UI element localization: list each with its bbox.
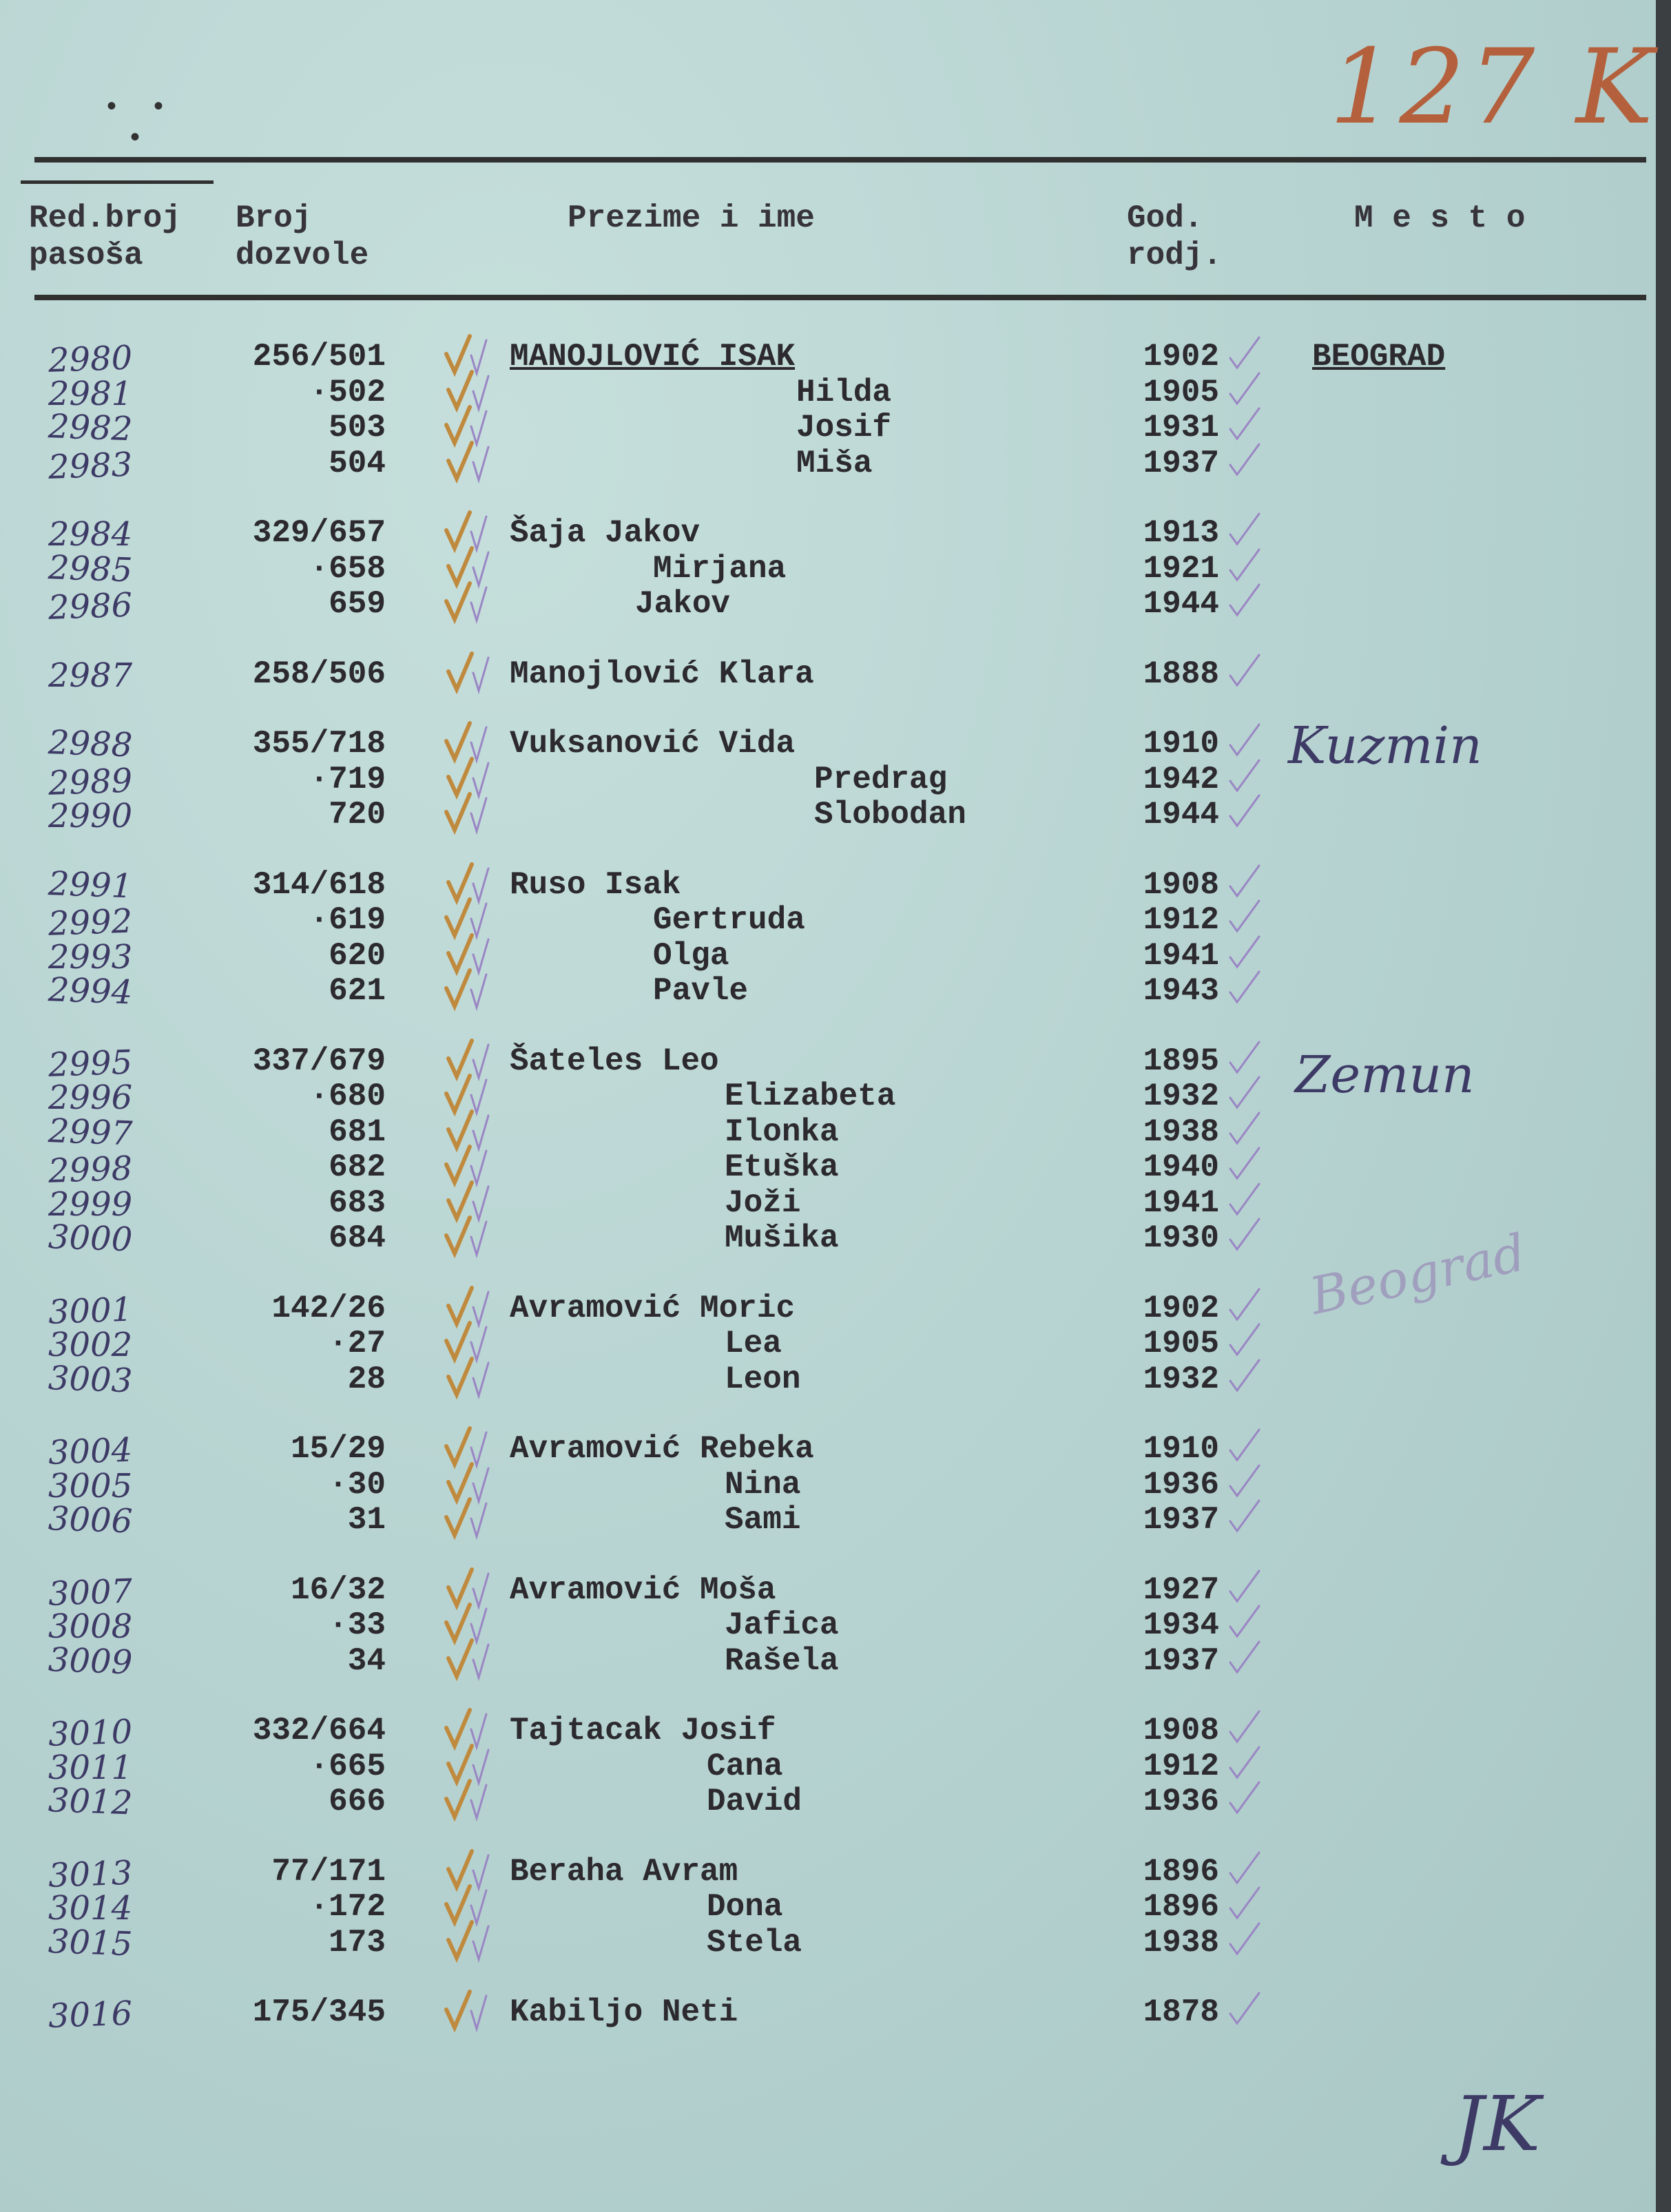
table-row xyxy=(0,1607,1653,1646)
passport-number: 3000 xyxy=(48,1218,134,1260)
person-name: Nina xyxy=(725,1466,801,1503)
permit-number: 332/664 xyxy=(252,1713,386,1749)
birth-year: 1934 xyxy=(1143,1607,1219,1643)
passport-number: 3006 xyxy=(48,1499,134,1541)
passport-number: 2987 xyxy=(48,656,133,695)
header-name: Prezime i ime xyxy=(568,200,815,236)
birth-year: 1921 xyxy=(1143,550,1219,587)
birth-year: 1937 xyxy=(1143,445,1219,481)
table-row xyxy=(0,970,1653,1012)
table-row xyxy=(0,585,1653,627)
table-row xyxy=(0,1853,1653,1895)
birth-year: 1913 xyxy=(1143,515,1219,551)
year-tick-icon xyxy=(1226,1917,1267,1961)
person-name: David xyxy=(707,1784,802,1819)
permit-number: ·502 xyxy=(309,374,386,410)
passport-number: 2982 xyxy=(48,407,134,449)
table-row xyxy=(0,901,1653,943)
permit-number: 355/718 xyxy=(252,726,386,762)
header-passport-no: Red.broj pasoša xyxy=(29,200,181,273)
passport-number: 3015 xyxy=(48,1921,134,1963)
birth-year: 1944 xyxy=(1143,797,1219,833)
birth-year: 1931 xyxy=(1143,410,1219,446)
header-permit-no: Broj dozvole xyxy=(236,200,369,273)
table-row xyxy=(0,547,1653,589)
header-bottom-rule xyxy=(34,295,1646,300)
year-tick-icon xyxy=(1226,578,1267,623)
person-name: Stela xyxy=(707,1924,802,1961)
year-tick-icon xyxy=(1226,789,1267,833)
person-name: Etuška xyxy=(725,1149,839,1185)
header-place: M e s t o xyxy=(1354,200,1526,236)
passport-number: 2999 xyxy=(48,1185,133,1224)
passport-number: 2986 xyxy=(48,585,134,627)
birth-year: 1896 xyxy=(1143,1853,1219,1890)
birth-year: 1927 xyxy=(1143,1572,1219,1608)
year-tick-icon xyxy=(1226,1212,1267,1257)
check-mark-icon xyxy=(441,1638,523,1685)
person-name: Dona xyxy=(707,1889,783,1925)
passport-number: 2998 xyxy=(48,1149,134,1191)
passport-number: 3009 xyxy=(48,1640,134,1682)
passport-number: 3016 xyxy=(48,1994,134,2036)
birth-year: 1943 xyxy=(1143,973,1219,1009)
birth-year: 1902 xyxy=(1143,1290,1219,1326)
permit-number: 28 xyxy=(347,1361,386,1397)
permit-number: 683 xyxy=(329,1185,386,1221)
person-name: Avramović Rebeka xyxy=(510,1431,814,1467)
person-name: Avramović Moša xyxy=(510,1572,776,1608)
passport-number: 3010 xyxy=(48,1712,134,1754)
check-mark-icon xyxy=(441,791,523,839)
check-mark-icon xyxy=(441,1356,523,1404)
person-name: Manojlović Klara xyxy=(510,656,814,692)
year-tick-icon xyxy=(1226,437,1267,482)
passport-number: 3002 xyxy=(48,1326,133,1364)
table-row xyxy=(0,445,1653,487)
permit-number: 329/657 xyxy=(252,515,386,551)
birth-year: 1936 xyxy=(1143,1466,1219,1503)
check-mark-icon xyxy=(441,581,523,628)
person-name: Jafica xyxy=(725,1607,839,1643)
person-name: Ilonka xyxy=(725,1114,839,1150)
permit-number: 173 xyxy=(329,1924,386,1961)
passport-number: 3011 xyxy=(48,1748,133,1787)
person-name: Josif xyxy=(796,410,892,446)
passport-number: 3008 xyxy=(48,1607,133,1646)
permit-number: 142/26 xyxy=(271,1290,386,1326)
permit-number: 256/501 xyxy=(252,339,386,375)
top-marks: • • • xyxy=(103,93,174,155)
year-tick-icon xyxy=(1226,1494,1267,1538)
person-name: Pavle xyxy=(653,973,749,1009)
birth-year: 1937 xyxy=(1143,1642,1219,1679)
permit-number: 337/679 xyxy=(252,1043,386,1079)
permit-number: ·719 xyxy=(309,761,386,797)
passport-number: 2981 xyxy=(48,374,133,413)
birth-year: 1936 xyxy=(1143,1784,1219,1819)
year-tick-icon xyxy=(1226,1775,1267,1820)
check-mark-icon xyxy=(441,1778,523,1826)
birth-year: 1910 xyxy=(1143,1431,1219,1467)
passport-number: 3014 xyxy=(48,1889,133,1928)
table-row xyxy=(0,1499,1653,1541)
person-name: Kabiljo Neti xyxy=(510,1994,738,2030)
permit-number: 720 xyxy=(329,797,386,833)
birth-year: 1938 xyxy=(1143,1924,1219,1961)
table-row xyxy=(0,1994,1653,2036)
initials-signature: JK xyxy=(1453,2080,1541,2168)
birth-year: 1938 xyxy=(1143,1114,1219,1150)
permit-number: ·172 xyxy=(309,1889,386,1925)
place-annotation-kuzmin: Kuzmin xyxy=(1288,716,1482,775)
permit-number: 77/171 xyxy=(271,1853,386,1890)
birth-year: 1937 xyxy=(1143,1502,1219,1538)
passport-number: 2983 xyxy=(48,445,134,487)
table-row xyxy=(0,1149,1653,1191)
birth-year: 1930 xyxy=(1143,1220,1219,1256)
permit-number: 503 xyxy=(329,410,386,446)
table-row xyxy=(0,1467,1653,1503)
check-mark-icon xyxy=(441,440,523,488)
person-name: Predrag xyxy=(814,761,948,797)
table-row xyxy=(0,515,1653,554)
passport-number: 2994 xyxy=(48,970,134,1012)
permit-number: ·680 xyxy=(309,1078,386,1114)
table-row xyxy=(0,1712,1653,1754)
table-row xyxy=(0,1640,1653,1682)
passport-number: 3005 xyxy=(48,1466,133,1505)
birth-year: 1941 xyxy=(1143,1185,1219,1221)
person-name: Tajtacak Josif xyxy=(510,1713,776,1749)
birth-year: 1895 xyxy=(1143,1043,1219,1079)
table-row xyxy=(0,1921,1653,1963)
person-name: Rašela xyxy=(725,1642,839,1679)
permit-number: 175/345 xyxy=(252,1994,386,2030)
permit-number: 666 xyxy=(329,1784,386,1819)
header-birth-year: God. rodj. xyxy=(1127,200,1223,273)
person-name: Lea xyxy=(725,1326,782,1361)
year-tick-icon xyxy=(1226,1353,1267,1398)
table-row xyxy=(0,656,1653,695)
birth-year: 1905 xyxy=(1143,374,1219,410)
passport-number: 2988 xyxy=(48,723,134,765)
table-row xyxy=(0,1430,1653,1472)
permit-number: ·33 xyxy=(329,1607,386,1643)
permit-number: ·665 xyxy=(309,1748,386,1784)
table-row xyxy=(0,338,1653,380)
birth-year: 1908 xyxy=(1143,866,1219,903)
birth-year: 1941 xyxy=(1143,937,1219,974)
table-row xyxy=(0,1572,1653,1614)
passport-number: 2996 xyxy=(48,1078,133,1117)
person-name: Miša xyxy=(796,445,873,481)
table-row xyxy=(0,1111,1653,1153)
table-row xyxy=(0,1748,1653,1787)
person-name: Vuksanović Vida xyxy=(510,726,796,762)
person-name: Elizabeta xyxy=(725,1078,896,1114)
person-name: Sami xyxy=(725,1502,801,1538)
passport-number: 2992 xyxy=(48,901,134,943)
table-row xyxy=(0,1326,1653,1364)
permit-number: 621 xyxy=(329,973,386,1009)
birth-year: 1942 xyxy=(1143,761,1219,797)
passport-number: 3012 xyxy=(48,1781,134,1823)
birth-year: 1896 xyxy=(1143,1889,1219,1925)
year-tick-icon xyxy=(1226,1986,1267,2031)
check-mark-icon xyxy=(441,1496,523,1544)
birth-year: 1878 xyxy=(1143,1994,1219,2030)
birth-year: 1944 xyxy=(1143,586,1219,622)
person-name: Avramović Moric xyxy=(510,1290,796,1326)
table-row xyxy=(0,797,1653,833)
permit-number: 258/506 xyxy=(252,656,386,692)
permit-number: 34 xyxy=(347,1642,386,1679)
birth-year: 1910 xyxy=(1143,726,1219,762)
permit-number: 504 xyxy=(329,445,386,481)
passport-number: 3004 xyxy=(48,1430,134,1472)
year-tick-icon xyxy=(1226,648,1267,693)
person-name: Slobodan xyxy=(814,797,966,833)
permit-number: ·30 xyxy=(329,1466,386,1503)
permit-number: 31 xyxy=(347,1502,386,1538)
person-name: Gertruda xyxy=(653,902,805,938)
birth-year: 1912 xyxy=(1143,902,1219,938)
table-row xyxy=(0,407,1653,449)
page-number-annotation: 127 K xyxy=(1329,28,1658,147)
check-mark-icon xyxy=(441,968,523,1015)
permit-number: 684 xyxy=(329,1220,386,1256)
person-name: Leon xyxy=(725,1361,801,1397)
place-annotation-zemun: Zemun xyxy=(1295,1045,1475,1105)
person-name: Jakov xyxy=(635,586,731,622)
person-name: Mirjana xyxy=(653,550,787,587)
birth-year: 1905 xyxy=(1143,1326,1219,1361)
passport-number: 2990 xyxy=(48,797,133,835)
check-mark-icon xyxy=(441,1215,523,1262)
permit-number: 681 xyxy=(329,1114,386,1150)
table-row xyxy=(0,864,1653,906)
passport-number: 2995 xyxy=(48,1043,134,1085)
permit-number: ·658 xyxy=(309,550,386,587)
person-name: Olga xyxy=(653,937,729,974)
person-name: Šateles Leo xyxy=(510,1043,719,1079)
passport-number: 2997 xyxy=(48,1111,134,1153)
table-row xyxy=(0,1185,1653,1224)
person-name: Hilda xyxy=(796,374,892,410)
passport-number: 2993 xyxy=(48,937,133,977)
birth-year: 1932 xyxy=(1143,1361,1219,1397)
passport-number: 2991 xyxy=(48,864,134,906)
permit-number: 682 xyxy=(329,1149,386,1185)
passport-number: 2985 xyxy=(48,547,134,589)
page-edge-shadow xyxy=(1656,0,1671,2212)
birth-year: 1888 xyxy=(1143,656,1219,692)
birth-year: 1932 xyxy=(1143,1078,1219,1114)
permit-number: 15/29 xyxy=(290,1431,386,1467)
person-name: Šaja Jakov xyxy=(510,515,700,551)
person-name: MANOJLOVIĆ ISAK xyxy=(510,339,796,375)
birth-year: 1902 xyxy=(1143,339,1219,375)
permit-number: 314/618 xyxy=(252,866,386,903)
table-row xyxy=(0,1889,1653,1928)
passport-number: 2989 xyxy=(48,761,134,803)
table-row xyxy=(0,1781,1653,1823)
top-rule xyxy=(34,157,1646,163)
place-of-residence: BEOGRAD xyxy=(1312,339,1446,375)
person-name: Ruso Isak xyxy=(510,866,681,903)
birth-year: 1940 xyxy=(1143,1149,1219,1185)
passport-number: 3003 xyxy=(48,1358,134,1400)
passport-number: 2980 xyxy=(48,338,134,380)
top-rule-short xyxy=(21,180,214,184)
table-row xyxy=(0,374,1653,413)
place-annotation-beograd: Beograd xyxy=(1305,1222,1531,1327)
permit-number: 659 xyxy=(329,586,386,622)
passport-number: 3013 xyxy=(48,1853,134,1895)
passport-number: 3007 xyxy=(48,1572,134,1614)
permit-number: ·619 xyxy=(309,902,386,938)
person-name: Joži xyxy=(725,1185,801,1221)
person-name: Mušika xyxy=(725,1220,839,1256)
table-row xyxy=(0,937,1653,977)
birth-year: 1912 xyxy=(1143,1748,1219,1784)
permit-number: 620 xyxy=(329,937,386,974)
passport-number: 2984 xyxy=(48,515,133,554)
passport-number: 3001 xyxy=(48,1290,134,1332)
permit-number: ·27 xyxy=(329,1326,386,1361)
person-name: Beraha Avram xyxy=(510,1853,738,1890)
year-tick-icon xyxy=(1226,965,1267,1010)
person-name: Cana xyxy=(707,1748,783,1784)
birth-year: 1908 xyxy=(1143,1713,1219,1749)
permit-number: 16/32 xyxy=(290,1572,386,1608)
table-row xyxy=(0,1358,1653,1400)
check-mark-icon xyxy=(441,1919,523,1967)
year-tick-icon xyxy=(1226,1635,1267,1680)
